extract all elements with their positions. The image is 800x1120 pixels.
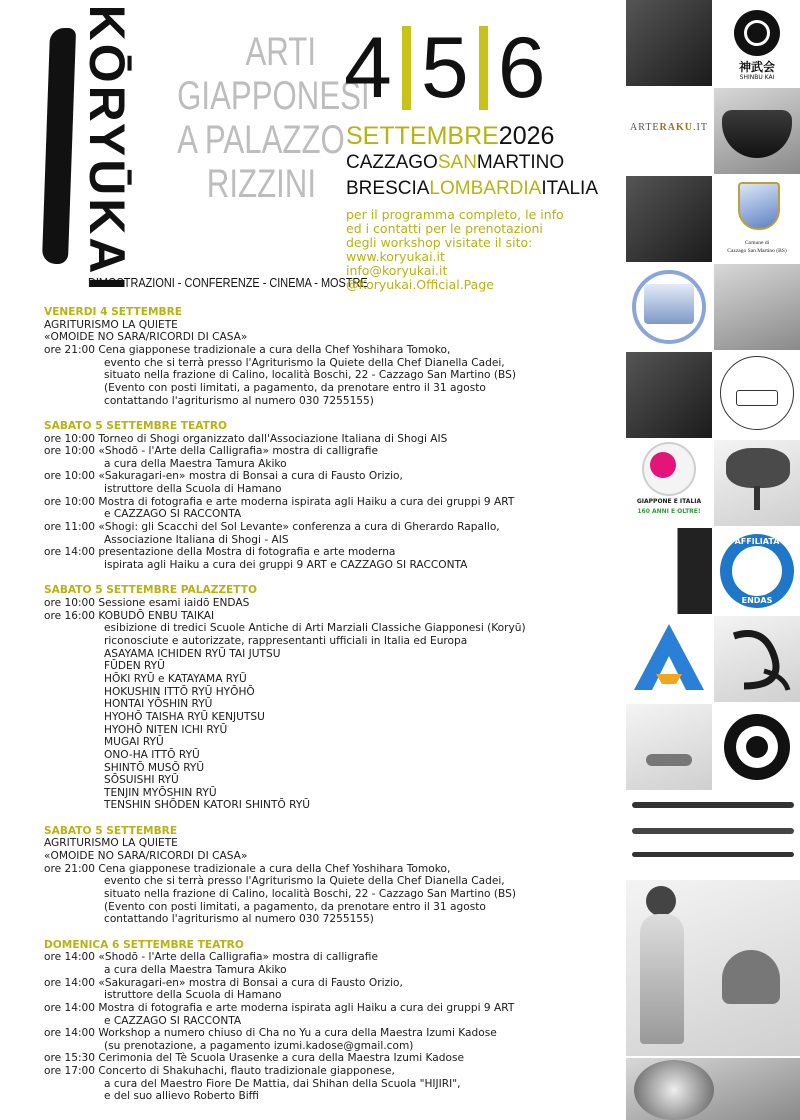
cinema-camera-photo [626,176,712,262]
subtitle-line: A PALAZZO [177,118,345,162]
shinbu-roman: SHINBU KAI [739,74,775,81]
place-region [346,178,598,200]
ship-painting [626,352,712,438]
program-day-section [44,420,604,572]
giappone-italia-logo [626,440,712,526]
program-line: ore 10:00 Torneo di Shogi organizzato dall'Associazione Italiana di Shogi AIS [44,432,448,445]
program-day-section [44,825,604,926]
program-line: HŌKI RYŪ e KATAYAMA RYŪ [104,672,247,685]
program-line: (Evento con posti limitati, a pagamento, da prenotare entro il 31 agosto [104,381,486,394]
year: 2026 [498,122,555,150]
festival-title: KŌRYŪKAI [79,4,135,294]
subtitle-line: GIAPPONESI [177,74,370,118]
program-line: riconosciute e autorizzate, rappresentanti ufficiali in Italia ed Europa [104,634,468,647]
place-part: ITALIA [541,178,599,199]
koi-fish-photo [626,1058,800,1120]
info-line: ed i contatti per le prenotazioni [346,221,543,236]
program-line: (Evento con posti limitati, a pagamento, da prenotare entro il 31 agosto [104,900,486,913]
program-line: AGRITURISMO LA QUIETE [44,318,178,331]
calligraphy-stroke-icon [714,616,800,702]
program-line: ONO-HA ITTŌ RYŪ [104,748,200,761]
program-line: ore 21:00 Cena giapponese tradizionale a cura della Chef Yoshihara Tomoko, [44,862,451,875]
date-day: 4 [344,20,392,116]
subtitle-line: RIZZINI [206,162,316,206]
program-line: HONTAI YŌSHIN RYŪ [104,698,213,711]
date-day: 5 [420,20,469,116]
kimono-and-dog-photo [626,880,800,1056]
program-line: e CAZZAGO SI RACCONTA [104,1014,242,1027]
comune-label: Cazzago San Martino (BS) [727,248,787,254]
program-day-section [44,584,604,812]
ikebana-photo [626,704,712,790]
program-line: e del suo allievo Roberto Biffi [104,1090,259,1103]
endas-bottom-text: ENDAS [741,596,773,605]
guardian-statues-photo [714,264,800,350]
program-schedule [44,306,604,1116]
calligraphy-artwork [714,616,800,702]
program-line: SHINTŌ MUSŌ RYŪ [104,761,205,774]
program-line: ore 14:00 presentazione della Mostra di fotografia e arte moderna [44,546,396,559]
place-part: SAN [437,152,477,173]
program-line: HYOHŌ TAISHA RYŪ KENJUTSU [104,710,265,723]
program-line: ore 16:00 KOBUDŌ ENBU TAIKAI [44,609,215,622]
day-heading: SABATO 5 SETTEMBRE TEATRO [44,419,227,432]
social-link[interactable]: @Koryukai.Official.Page [346,277,494,292]
place-part: MARTINO [476,152,565,173]
program-line: istruttore della Scuola di Hamano [104,483,282,496]
program-line: ore 21:00 Cena giapponese tradizionale a cura della Chef Yoshihara Tomoko, [44,343,451,356]
giappone-title: GIAPPONE E ITALIA [636,498,702,505]
program-line: HOKUSHIN ITTŌ RYŪ HYŌHŌ [104,685,255,698]
cazzago-si-racconta-logo [714,704,800,790]
program-line: ore 14:00 Mostra di fotografia e arte moderna ispirata agli Haiku a cura dei gruppi 9 ART [44,1001,515,1014]
program-line: ore 15:30 Cerimonia del Tè Scuola Urasenke a cura della Maestra Izumi Kadose [44,1052,465,1065]
date-separator [402,26,411,110]
katana-photo [626,792,800,878]
info-line: degli workshop visitate il sito: [346,235,533,250]
program-line: ore 14:00 «Sakuragari-en» mostra di Bonsai a cura di Fausto Orizio, [44,976,403,989]
program-line: SŌSUISHI RYŪ [104,774,179,787]
program-line: AGRITURISMO LA QUIETE [44,837,178,850]
raku-bowl-photo [714,88,800,174]
program-line: (su prenotazione, a pagamento izumi.kadose@gmail.com) [104,1039,414,1052]
program-line: «OMOIDE NO SARA/RICORDI DI CASA» [44,850,248,863]
program-line: ore 14:00 Workshop a numero chiuso di Cha no Yu a cura della Maestra Izumi Kadose [44,1027,497,1040]
info-line: per il programma completo, le info [346,207,564,222]
brush-stroke [42,28,76,264]
program-line: ore 10:00 Sessione esami iaidō ENDAS [44,596,250,609]
subtitle-line: ARTI [245,30,316,74]
day-heading: SABATO 5 SETTEMBRE PALAZZETTO [44,584,257,597]
program-line: ASAYAMA ICHIDEN RYŪ TAI JUTSU [104,647,281,660]
program-line: ispirata agli Haiku a cura dei gruppi 9 ART e CAZZAGO SI RACCONTA [104,559,468,572]
program-line: contattando l'agriturismo al numero 030 7255155) [104,913,374,926]
program-line: FŪDEN RYŪ [104,660,165,673]
program-line: Associazione Italiana di Shogi - AIS [104,533,289,546]
a-logo [626,616,712,702]
website-link[interactable]: www.koryukai.it [346,249,445,264]
program-line: a cura del Maestro Fiore De Mattia, dai Shihan della Scuola "HIJIRI", [104,1077,461,1090]
program-day-section [44,306,604,407]
program-line: e CAZZAGO SI RACCONTA [104,508,242,521]
giappone-subtitle: 160 ANNI E OLTRE! [637,508,701,515]
day-heading: DOMENICA 6 SETTEMBRE TEATRO [44,938,244,951]
place-part: CAZZAGO [346,152,438,173]
endas-badge [714,528,800,614]
program-line: a cura della Maestra Tamura Akiko [104,963,287,976]
bonsai-photo [714,440,800,526]
pro-loco-logo [626,264,712,350]
program-line: TENJIN MYŌSHIN RYŪ [104,786,217,799]
program-line: MUGAI RYŪ [104,736,164,749]
program-line: TENSHIN SHŌDEN KATORI SHINTŌ RYŪ [104,799,311,812]
place-part: BRESCIA [346,178,430,199]
shinbu-kai-logo [714,0,800,86]
program-line: situato nella frazione di Calino, località Boschi, 22 - Cazzago San Martino (BS) [104,888,516,900]
comune-crest [714,176,800,262]
program-line: ore 11:00 «Shogi: gli Scacchi del Sol Levante» conferenza a cura di Gherardo Rapallo, [44,521,500,534]
day-heading: VENERDI 4 SETTEMBRE [44,306,182,318]
arteraku-part: ARTE [630,122,660,133]
arteraku-logo [626,88,712,174]
shinbu-kanji: 神武会 [738,60,775,74]
teapot-photo [626,0,712,86]
program-line: istruttore della Scuola di Hamano [104,989,282,1002]
program-line: HYOHŌ NITEN ICHI RYŪ [104,723,228,736]
endas-top-text: AFFILIATA [734,537,780,546]
program-line: ore 10:00 «Sakuragari-en» mostra di Bonsai a cura di Fausto Orizio, [44,470,403,483]
place-town [346,152,564,174]
program-line: situato nella frazione di Calino, località Boschi, 22 - Cazzago San Martino (BS) [104,369,516,382]
program-line: a cura della Maestra Tamura Akiko [104,457,287,470]
date-separator [479,26,488,110]
program-line: ore 14:00 «Shodō - l'Arte della Calligrafia» mostra di calligrafie [44,951,378,964]
comune-label: Comune di [744,240,770,246]
arteraku-part: RAKU [659,122,693,133]
month-name: SETTEMBRE [346,122,499,150]
arteraku-part: .IT [693,122,708,133]
program-day-section [44,939,604,1104]
library-logo [714,352,800,438]
program-line: «OMOIDE NO SARA/RICORDI DI CASA» [44,331,248,344]
program-line: contattando l'agriturismo al numero 030 7255155) [104,394,374,407]
program-line: esibizione di tredici Scuole Antiche di Arti Marziali Classiche Giapponesi (Koryū) [104,622,526,635]
tagline: DIMOSTRAZIONI - CONFERENZE - CINEMA - MOSTRE [88,275,368,290]
email-link[interactable]: info@koryukai.it [346,263,448,278]
month-year [346,122,554,151]
program-line: ore 10:00 Mostra di fotografia e arte moderna ispirata agli Haiku a cura dei gruppi 9 ART [44,495,515,508]
program-line: ore 10:00 «Shodō - l'Arte della Calligrafia» mostra di calligrafie [44,445,378,458]
event-dates [344,22,546,114]
info-block [346,208,616,292]
subtitle-block [138,30,370,206]
date-day: 6 [497,20,546,116]
program-line: ore 17:00 Concerto di Shakuhachi, flauto tradizionale giapponese, [44,1065,395,1078]
program-line: evento che si terrà presso l'Agriturismo la Quiete della Chef Dianella Cadei, [104,875,505,888]
place-part: LOMBARDIA [429,178,542,199]
day-heading: SABATO 5 SETTEMBRE [44,824,178,837]
window-silhouette-photo [626,528,712,614]
program-line: evento che si terrà presso l'Agriturismo la Quiete della Chef Dianella Cadei, [104,356,505,369]
a-mark-icon [626,616,712,702]
